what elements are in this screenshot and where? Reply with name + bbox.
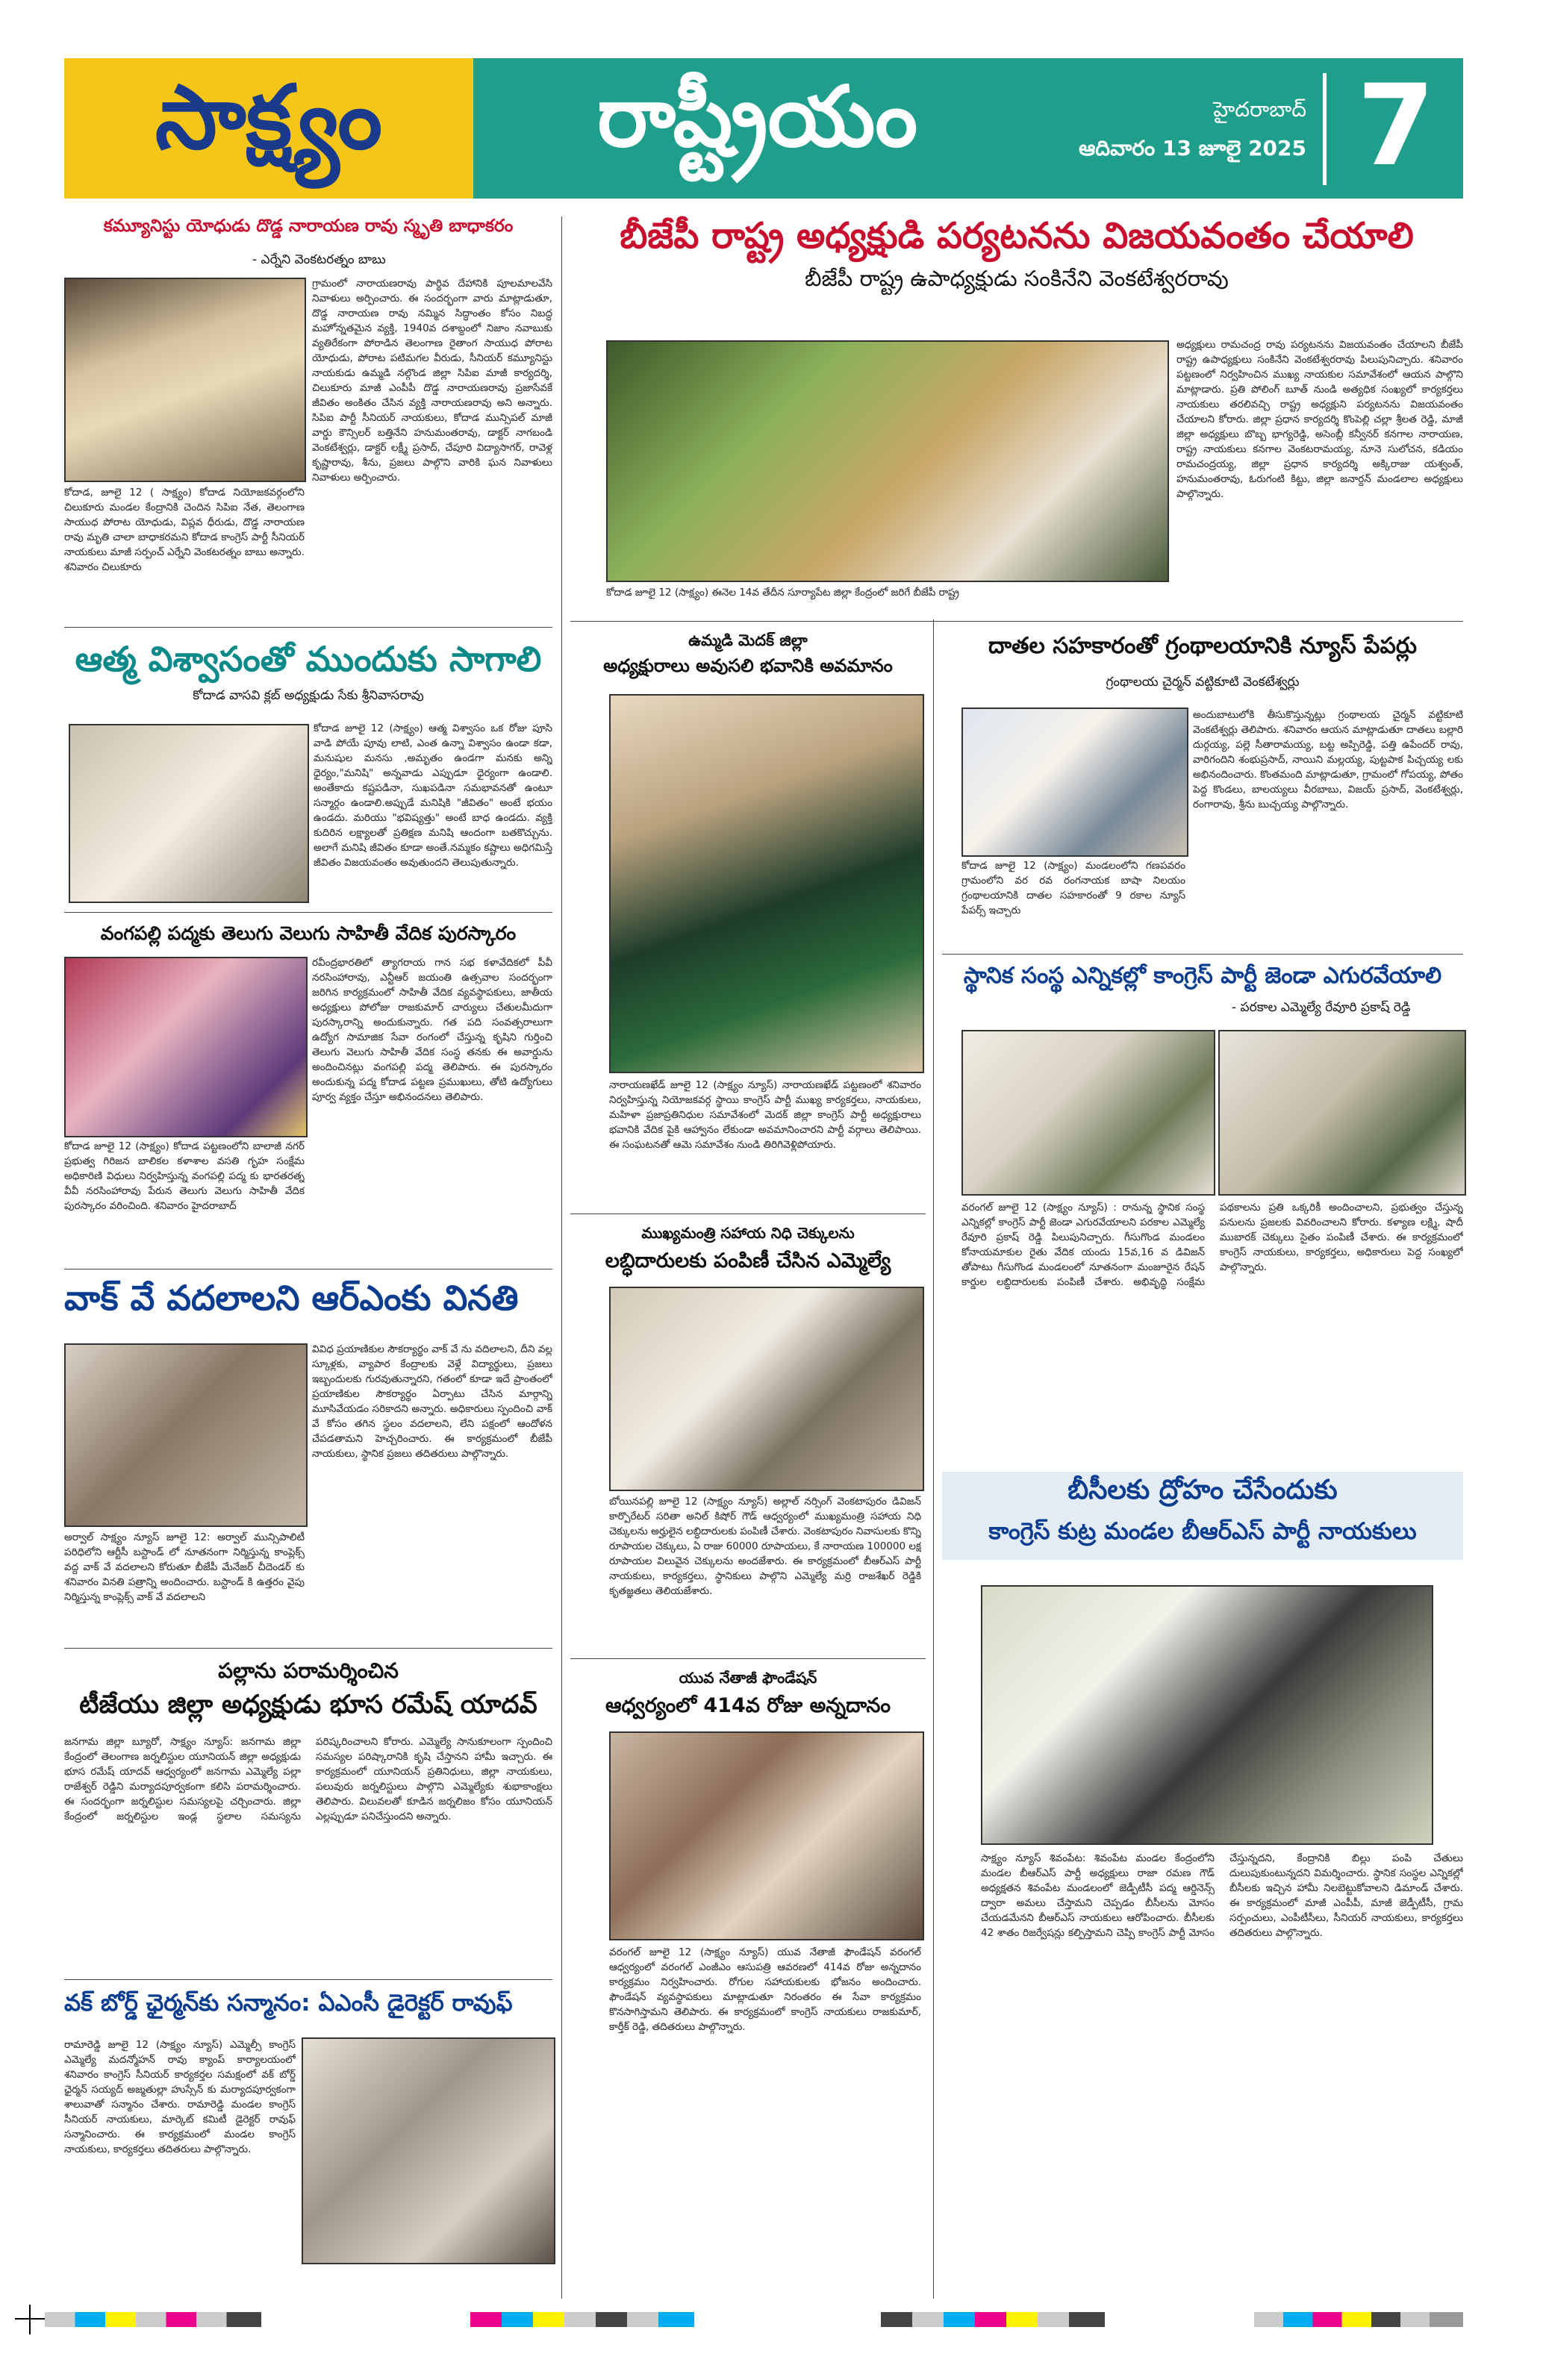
color-bar-center bbox=[470, 2312, 694, 2327]
article-8-photo bbox=[609, 694, 924, 1073]
article-6-body: జనగామ జిల్లా బ్యూరో, సాక్ష్యం న్యూస్: జనగామ జిల్లా కేంద్రంలో తెలంగాణ జర్నలిస్టుల యూనియన్ జిల్లా అధ్యక్షుడు భూస రమేష్ యాదవ్ ఆధ్వర్యంలో జనగామ ఎమ్మెల్యే పల్లా రాజేశ్వర్ రెడ్డిని మర్యాదపూర్వకంగా కలిసి పరామర్శించారు. ఈ సందర్భంగా జర్నలిస్టుల సమస్యలపై చర్చించారు. జిల్లా కేంద్రంలో జర్నలిస్టుల ఇండ్ల స్థలాల సమస్యను పరిష్కరించాలని కోరారు. ఎమ్మెల్యే సానుకూలంగా స్పందించి సమస్యల పరిష్కారానికి కృషి చేస్తానని హామీ ఇచ్చారు. ఈ కార్యక్రమంలో యూనియన్ ప్రతినిధులు, జిల్లా నాయకులు, పలువురు జర్నలిస్టులు పాల్గొని ఎమ్మెల్యేకు శుభాకాంక్షలు తెలిపారు. విలువలతో కూడిన జర్నలిజం కోసం యూనియన్ ఎల్లప్పుడూ పనిచేస్తుందని అన్నారు. bbox=[64, 1736, 552, 1823]
article-2-photo bbox=[606, 340, 1169, 582]
article-5-body: వివిధ ప్రయాణికుల సౌకర్యార్థం వాక్ వే ను వదిలాలని, దీని వల్ల స్కూళ్లకు, వ్యాపార కేంద్రాలకు వెళ్లే విద్యార్థులు, ప్రజలు ఇబ్బందులకు గురవుతున్నారని, గతంలో కూడా ఇదే ప్రాంతంలో ప్రయాణికుల సౌకర్యార్థం ఏర్పాటు చేసిన మార్గాన్ని మూసివేయడం సరికాదని అన్నారు. అధికారులు స్పందించి వాక్ వే కోసం తగిన స్థలం వదలాలని, లేని పక్షంలో ఆందోళన చేపడతామని హెచ్చరించారు. ఈ కార్యక్రమంలో బీజేపీ నాయకులు, స్థానిక ప్రజలు తదితరులు పాల్గొన్నారు. bbox=[312, 1343, 552, 1460]
article-2-caption: కోదాడ జూలై 12 (సాక్ష్యం) ఈనెల 14వ తేదీన సూర్యాపేట జిల్లా కేంద్రంలో జరిగే బీజేపీ రాష్ట్ర bbox=[606, 587, 959, 599]
article-3-headline[interactable]: ఆత్మ విశ్వాసంతో ముందుకు సాగాలి bbox=[75, 639, 542, 679]
article-2-headline[interactable]: బీజేపీ రాష్ట్ర అధ్యక్షుడి పర్యటనను విజయవంతం చేయాలి bbox=[620, 215, 1414, 257]
article-3-body: కోదాడ జూలై 12 (సాక్ష్యం) ఆత్మ విశ్వాసం ఒక రోజు పూసి వాడి పోయే పూవు లాటి, ఎంత ఉన్నా విశ్వాసం ఉండా కడా, మనుషుల మనసు ,అమృతం ఉండగా మనకు అన్ని ధైర్యం,"మనిషి" అన్నవాడు ఎప్పుడూ ధైర్యంగా ఉండాలి. అంతేకాదు కష్టపడినా, సుఖపడినా సమభావనతో ఉంటూ సన్మార్గం ఉండాలి.అప్పుడే మనిషికి "జీవితం" అంటే భయం ఉండదు. మరియు "భవిష్యత్తు" అంటే బాధ ఉండదు. వ్యక్తి కుదిరిన లక్ష్యాలతో ప్రతిక్షణ మనిషి ఆందంగా బతకొచ్చును. అలాగే మనిషి జీవితం కూడా అంతే.నమ్మకం కష్టాలు అధిగమిస్తే జీవితం విజయవంతం అవుతుందని తెలుపుతున్నారు. bbox=[314, 722, 552, 869]
color-bar-right bbox=[1254, 2312, 1463, 2327]
article-11-headline[interactable]: దాతల సహకారంతో గ్రంథాలయానికి న్యూస్ పేపర్లు bbox=[988, 633, 1418, 659]
article-13-photo bbox=[981, 1585, 1433, 1845]
divider bbox=[64, 1979, 552, 1980]
article-7-photo bbox=[302, 2037, 555, 2264]
article-4-headline[interactable]: వంగపల్లి పద్మకు తెలుగు వెలుగు సాహితీ వేదిక పురస్కారం bbox=[100, 922, 517, 944]
article-11-byline: గ్రంథాలయ చైర్మన్ వట్టికూటి వెంకటేశ్వర్లు bbox=[1106, 675, 1300, 690]
article-11-photo bbox=[961, 708, 1188, 857]
article-5-photo bbox=[64, 1343, 308, 1527]
article-1-body: గ్రామంలో నారాయణరావు పార్థివ దేహానికి పూలమాలవేసి నివాళులు అర్పించారు. ఈ సందర్భంగా వారు మాట్లాడుతూ, దొడ్డ నారాయణ రావు నమ్మిన సిద్ధాంతం కోసం నిబద్ధ మహోన్నతమైన వ్యక్తి, 1940వ దశాబ్దంలో నిజాం నవాబుకు వ్యతిరేకంగా పోరాడిన తెలంగాణ రైతాంగ సాయుధ పోరాట యోధుడు, పోరాట పటిమగల వీరుడు, సీనియర్ కమ్యూనిస్టు నాయకుడు ఉమ్మడి నల్గొండ జిల్లా సిపిఐ మాజీ కార్యదర్శి, చిలుకూరు మాజీ ఎంపీపీ దొడ్డ నారాయణరావు ప్రజాసేవకే జీవితం అంకితం చేసిన వ్యక్తి నారాయణరావు అని అన్నారు. సిపిఐ పార్టీ సీనియర్ నాయకులు, కోదాడ మున్సిపల్ మాజీ వార్డు కౌన్సిలర్ బత్తినేని హనుమంతరావు, డాక్టర్ నాగబండి వెంకటేశ్వర్లు, డాక్టర్ లక్ష్మీ ప్రసాద్, చేపూరి విద్యాసాగర్, రావెళ్ల కృష్ణారావు, శీను, ప్రజలు పాల్గొని వారికి ఘన నివాళులు నివాళులు అర్పించారు. bbox=[312, 278, 552, 484]
article-4-body: రవీంద్రభారతిలో త్యాగరాయ గాన సభ కళావేదికలో పీవీ నరసింహారావు, ఎన్టీఆర్ జయంతి ఉత్సవాల సందర్భంగా జరిగిన కార్యక్రమంలో సాహితీ వేదిక వ్యవస్థాపకులు, జాతీయ అధ్యక్షులు పోలోజు రాజకుమార్ చార్యులు చేతులమీదుగా పురస్కారాన్ని అందుకున్నారు. గత పది సంవత్సరాలుగా ఉద్యోగ సామాజిక సేవా రంగంలో చేస్తున్న కృషిని గుర్తించి తెలుగు వెలుగు సాహితీ వేదిక సంస్థ తనకు ఈ అవార్డును అందించినట్లు వంగపల్లి పద్మ తెలిపారు. ఈ పురస్కారం అందుకున్న పద్మ కోదాడ పట్టణ ప్రముఖులు, తోటి ఉద్యోగులు పూర్వ వ్యక్తం చేస్తూ అభినందనలు తెలిపారు. bbox=[312, 957, 552, 1103]
article-6-headline[interactable]: టీజేయు జిల్లా అధ్యక్షుడు భూస రమేష్ యాదవ్ bbox=[79, 1690, 537, 1720]
article-2-body: అధ్యక్షులు రామచంద్ర రావు పర్యటనను విజయవంతం చేయాలని బీజేపీ రాష్ట్ర ఉపాధ్యక్షులు సంకినేని వెంకటేశ్వరరావు పిలుపునిచ్చారు. శనివారం పట్టణంలో నిర్వహించిన ముఖ్య నాయకుల సమావేశంలో ఆయన పాల్గొని మాట్లాడారు. ప్రతి పోలింగ్ బూత్ నుండి అత్యధిక సంఖ్యలో కార్యకర్తలు నాయకులు తరలివచ్చి రాష్ట్ర అధ్యక్షుని పర్యటనను విజయవంతం చేయాలని కోరారు. జిల్లా ప్రధాన కార్యదర్శి కొంపెల్లి చల్లా శ్రీలత రెడ్డి, మాజీ జిల్లా అధ్యక్షులు బొబ్బ భాగ్యరెడ్డి, అసెంబ్లీ కన్వీనర్ కనగాల నారాయణ, రాష్ట్ర నాయకులు కనగాల వెంకటరామయ్య, నూనె సులోచన, కడియం రామచంద్రయ్య, జిల్లా ప్రధాన కార్యదర్శి అక్కిరాజు యశ్వంత్, హనుమంతరావు, ఓరుగంటి కిట్టు, జిల్లా జనార్దన్ మండలాల అధ్యక్షులు పాల్గొన్నారు. bbox=[1176, 339, 1463, 500]
article-3-byline: కోదాడ వాసవి క్లబ్ అధ్యక్షుడు సేకు శ్రీనివాసరావు bbox=[193, 688, 424, 703]
article-3-photo bbox=[69, 724, 309, 903]
article-12-headline[interactable]: స్థానిక సంస్థ ఎన్నికల్లో కాంగ్రెస్ పార్టీ జెండా ఎగురవేయాలి bbox=[963, 963, 1442, 989]
column-separator bbox=[561, 216, 562, 2299]
registration-cross bbox=[29, 2305, 31, 2334]
article-9-body: బోయినపల్లి జూలై 12 (సాక్ష్యం న్యూస్) అల్లాల్ నర్సింగ్ వెంకటాపురం డివిజన్ కార్పొరేటర్ సరితా అనిల్ కిషోర్ గౌడ్ ఆధ్వర్యంలో ముఖ్యమంత్రి సహాయ నిధి చెక్కులను అర్హులైన లబ్ధిదారులకు పంపిణీ చేశారు. వెంకటాపురం నివాసులకు కొన్ని రూపాయల చెక్కులు, ఏ రాజు 60000 రూపాయలు, కే నారాయణ 100000 లక్ష రూపాయల విలువైన చెక్కులను అందజేశారు. ఈ కార్యక్రమంలో బీఆర్ఎస్ పార్టీ నాయకులు, కార్యకర్తలు, స్థానికులు పాల్గొని ఎమ్మెల్యే మర్రి రాజశేఖర్ రెడ్డికి కృతజ్ఞతలు తెలియజేశారు. bbox=[609, 1496, 921, 1597]
article-12-byline: - పరకాల ఎమ్మెల్యే రేవూరి ప్రకాష్ రెడ్డి bbox=[1232, 1000, 1411, 1015]
article-12-photo-right bbox=[1218, 1030, 1466, 1196]
divider bbox=[64, 1648, 552, 1649]
article-8-headline[interactable]: అధ్యక్షురాలు అవుసలి భవానికి అవమానం bbox=[603, 655, 893, 676]
masthead-divider bbox=[1323, 73, 1327, 185]
page-number: 7 bbox=[1356, 61, 1436, 191]
divider bbox=[942, 954, 1463, 955]
article-13-body: సాక్ష్యం న్యూస్ శివంపేట: శివంపేట మండల కేంద్రంలోని మండల బీఆర్ఎస్ పార్టీ అధ్యక్షులు రాజా రమణ గౌడ్ అధ్యక్షతన శివంపేట మండలంలో జెడ్పీటీసీ పద్మ ఆర్డినెన్స్ ద్వారా అమలు చేస్తామని చెప్పడం బీసీలను మోసం చేయడమేనని బీఆర్ఎస్ నాయకులు ఆరోపించారు. బీసీలకు 42 శాతం రిజర్వేషన్లు కల్పిస్తామని చెప్పి కాంగ్రెస్ పార్టీ మోసం చేస్తున్నదని, కేంద్రానికి బిల్లు పంపి చేతులు దులుపుకుంటున్నదని విమర్శించారు. స్థానిక సంస్థల ఎన్నికల్లో బీసీలకు ఇచ్చిన హామీ నిలబెట్టుకోవాలని డిమాండ్ చేశారు. ఈ కార్యక్రమంలో మాజీ ఎంపీపీ, మాజీ జెడ్పీటీసీ, గ్రామ సర్పంచులు, ఎంపీటీసీలు, సీనియర్ నాయకులు, కార్యకర్తలు తదితరులు పాల్గొన్నారు. bbox=[981, 1852, 1463, 1939]
divider bbox=[64, 627, 552, 628]
article-7-headline[interactable]: వక్ బోర్డ్ ఛైర్మన్‌కు సన్మానం: ఏఎంసీ డైరెక్టర్ రావుఫ్ bbox=[64, 1990, 513, 2017]
article-2-subhead: బీజేపీ రాష్ట్ర ఉపాధ్యక్షుడు సంకినేని వెంకటేశ్వరరావు bbox=[805, 266, 1229, 291]
article-10-headline[interactable]: ఆధ్వర్యంలో 414వ రోజు అన్నదానం bbox=[605, 1694, 891, 1717]
article-5-caption: అర్వాల్ సాక్ష్యం న్యూస్ జూలై 12: అర్వాల్ మున్సిపాలిటీ పరిధిలోని ఆర్టీసీ బస్టాండ్ లో నూతనంగా నిర్మిస్తున్న కాంప్లెక్స్ వద్ద వాక్ వే వదలాలని కోరుతూ బీజేపీ మేనేజర్ చీదెండర్ కు శనివారం వినతి పత్రాన్ని అందించారు. బస్టాండ్ కి ఉత్తరం వైపు నిర్మిస్తున్న కాంప్లెక్స్ వాక్ వే వదలాలని bbox=[64, 1531, 305, 1603]
color-bar-mid bbox=[881, 2312, 1105, 2327]
article-8-headline-top: ఉమ్మడి మెదక్ జిల్లా bbox=[688, 631, 808, 649]
divider bbox=[570, 621, 1463, 622]
article-9-photo bbox=[609, 1287, 924, 1491]
masthead-logo[interactable]: సాక్ష్యం bbox=[155, 66, 383, 169]
masthead-city: హైదరాబాద్ bbox=[1213, 97, 1306, 122]
column-separator bbox=[933, 619, 934, 2299]
article-10-photo bbox=[609, 1731, 924, 1940]
article-5-headline[interactable]: వాక్ వే వదలాలని ఆర్ఎంకు వినతి bbox=[64, 1278, 519, 1318]
article-7-body: రామారెడ్డి జూలై 12 (సాక్ష్యం న్యూస్) ఎమ్మెల్సీ కాంగ్రెస్ ఎమ్మెల్యే మదన్మోహన్ రావు క్యాంప్ కార్యాలయంలో శనివారం కాంగ్రెస్ సీనియర్ కార్యకర్తల సమక్షంలో వక్ బోర్డ్ ఛైర్మన్ సయ్యద్ అజ్మతుల్లా హుస్సేన్ కు మర్యాదపూర్వకంగా శాలువాతో సన్మానం చేశారు. రామారెడ్డి మండల కాంగ్రెస్ సీనియర్ నాయకులు, మార్కెట్ కమిటీ డైరెక్టర్ రావుఫ్ సన్మానించారు. ఈ కార్యక్రమంలో మండల కాంగ్రెస్ నాయకులు, కార్యకర్తలు తదితరులు పాల్గొన్నారు. bbox=[64, 2039, 296, 2155]
article-12-photo-left bbox=[961, 1030, 1215, 1196]
article-10-body: వరంగల్ జూలై 12 (సాక్ష్యం న్యూస్) యువ నేతాజీ ఫౌండేషన్ వరంగల్ ఆధ్వర్యంలో వరంగల్ ఎంజీఎం ఆసుపత్రి ఆవరణలో 414వ రోజు అన్నదానం కార్యక్రమం నిర్వహించారు. రోగుల సహాయకులకు భోజనం అందించారు. ఫౌండేషన్ వ్యవస్థాపకులు మాట్లాడుతూ నిరంతరం ఈ సేవా కార్యక్రమం కొనసాగిస్తామని తెలిపారు. ఈ కార్యక్రమంలో కాంగ్రెస్ నాయకులు రాజకుమార్, కార్తీక్ రెడ్డి, తదితరులు పాల్గొన్నారు. bbox=[609, 1946, 921, 2033]
article-9-headline-top: ముఖ్యమంత్రి సహాయ నిధి చెక్కులను bbox=[641, 1224, 855, 1242]
article-4-caption: కోదాడ జూలై 12 (సాక్ష్యం) కోదాడ పట్టణంలోని బాలాజీ నగర్ ప్రభుత్వ గిరిజన బాలికల కళాశాల వసతి గృహ సంక్షేమ అధికారిణి విధులు నిర్వహిస్తున్న వంగపల్లి పద్మ కు భారతరత్న వీవీ నరసింహారావు పేరున తెలుగు వెలుగు సాహితీ వేదిక పురస్కారం వరించింది. శనివారం హైదరాబాద్ bbox=[64, 1140, 305, 1212]
divider bbox=[64, 912, 552, 913]
article-1-headline[interactable]: కమ్యూనిస్టు యోధుడు దొడ్డ నారాయణ రావు స్మృతి బాధాకరం bbox=[103, 216, 514, 236]
article-13-headline-top: బీసీలకు ద్రోహం చేసేందుకు bbox=[1067, 1475, 1338, 1505]
article-9-headline[interactable]: లబ్ధిదారులకు పంపిణీ చేసిన ఎమ్మెల్యే bbox=[605, 1249, 891, 1272]
article-12-body: వరంగల్ జూలై 12 (సాక్ష్యం న్యూస్) : రానున్న స్థానిక సంస్థ ఎన్నికల్లో కాంగ్రెస్ పార్టీ జెండా ఎగురవేయాలని పరకాల ఎమ్మెల్యే రేవూరి ప్రకాష్ రెడ్డి పిలుపునిచ్చారు. గీసుగొండ మండలం కోనాయమాకుల రైతు వేదిక యందు 15వ,16 వ డివిజన్ తోపాటు గీసుగొండ మండలంలో నూతనంగా మంజూరైన రేషన్ కార్డుల లబ్ధిదారులకు పంపిణీ చేశారు. అభివృద్ధి సంక్షేమ పథకాలను ప్రతి ఒక్కరికీ అందించాలని, ప్రభుత్వం చేస్తున్న పనులను ప్రజలకు వివరించాలని కోరారు. కళ్యాణ లక్ష్మి, షాదీ ముబారక్ చెక్కులు సైతం పంపిణీ చేశారు. ఈ కార్యక్రమంలో కాంగ్రెస్ నాయకులు, కార్యకర్తలు, అధికారులు పెద్ద సంఖ్యలో పాల్గొన్నారు. bbox=[961, 1202, 1463, 1288]
masthead-date: ఆదివారం 13 జూలై 2025 bbox=[1078, 136, 1306, 160]
article-11-body: అందుబాటులోకి తీసుకొస్తున్నట్లు గ్రంథాలయ చైర్మన్ వట్టికూటి వెంకటేశ్వర్లు తెలిపారు. శనివారం ఆయన మాట్లాడుతూ దాతలు బల్లారి దుర్గయ్య, పల్లె సీతారామయ్య, బట్ట అప్పిరెడ్డి, పత్తి ఉపేందర్ రావు, వారిగందిని శంభుప్రసాద్, నాయిని మల్లయ్య, పుట్టపాక పిచ్చయ్య లకు అభినందించారు. కొంతమంది మాట్లాడుతూ, గ్రామంలో గోపయ్య, పోతం పెద్ద కొండలు, బాలయ్యలు వీరబాబు, విజయ్ ప్రసాద్, వెంకటేశ్వర్లు, రంగారావు, శ్రీను బుచ్చయ్య పాల్గొన్నారు. bbox=[1193, 709, 1463, 810]
article-10-headline-top: యువ నేతాజీ ఫౌండేషన్ bbox=[679, 1669, 817, 1687]
article-8-body: నారాయణఖేడ్ జూలై 12 (సాక్ష్యం న్యూస్) నారాయణఖేడ్ పట్టణంలో శనివారం నిర్వహిస్తున్న నియోజకవర్గ స్థాయి కాంగ్రెస్ పార్టీ ముఖ్య కార్యకర్తలు, నాయకులు, మహిళా ప్రజాప్రతినిధుల సమావేశంలో మెదక్ జిల్లా కాంగ్రెస్ పార్టీ అధ్యక్షురాలు భవానికి వేదిక పైకి ఆహ్వానం లేకుండా అవమానించారని పార్టీ వర్గాలు తెలిపాయి. ఈ సంఘటనతో ఆమె సమావేశం నుండి తిరిగివెళ్లిపోయారు. bbox=[609, 1079, 921, 1151]
divider bbox=[570, 1658, 926, 1659]
section-title: రాష్ట్రీయం bbox=[597, 69, 918, 166]
color-bar-left bbox=[45, 2312, 261, 2327]
article-1-photo bbox=[64, 278, 306, 482]
article-6-headline-top: పల్లాను పరామర్శించిన bbox=[218, 1658, 399, 1683]
article-1-caption: కోదాడ, జూలై 12 ( సాక్ష్యం) కోదాడ నియోజకవర్గంలోని చిలుకూరు మండల కేంద్రానికి చెందిన సిపిఐ నేత, తెలంగాణ సాయుధ పోరాట యోధుడు, విప్లవ ధీరుడు, దొడ్డ నారాయణ రావు మృతి చాలా బాధాకరమని కోదాడ కాంగ్రెస్ పార్టీ సీనియర్ నాయకులు మాజీ సర్పంచ్ ఎర్నేని వెంకటరత్నం బాబు అన్నారు. శనివారం చిలుకూరు bbox=[64, 487, 305, 573]
article-4-photo bbox=[64, 957, 308, 1137]
article-1-byline: - ఎర్నేని వెంకటరత్నం బాబు bbox=[252, 252, 386, 267]
article-13-headline[interactable]: కాంగ్రెస్ కుట్ర మండల బీఆర్ఎస్ పార్టీ నాయకులు bbox=[988, 1518, 1417, 1545]
article-11-caption: కోదాడ జూలై 12 (సాక్ష్యం) మండలంలోని గణపవరం గ్రామంలోని వర రవ రంగనాయక బాషా నిలయం గ్రంథాలయానికి దాతల సహకారంతో 9 రకాల న్యూస్ పేపర్స్ ఇచ్చారు bbox=[961, 860, 1185, 916]
